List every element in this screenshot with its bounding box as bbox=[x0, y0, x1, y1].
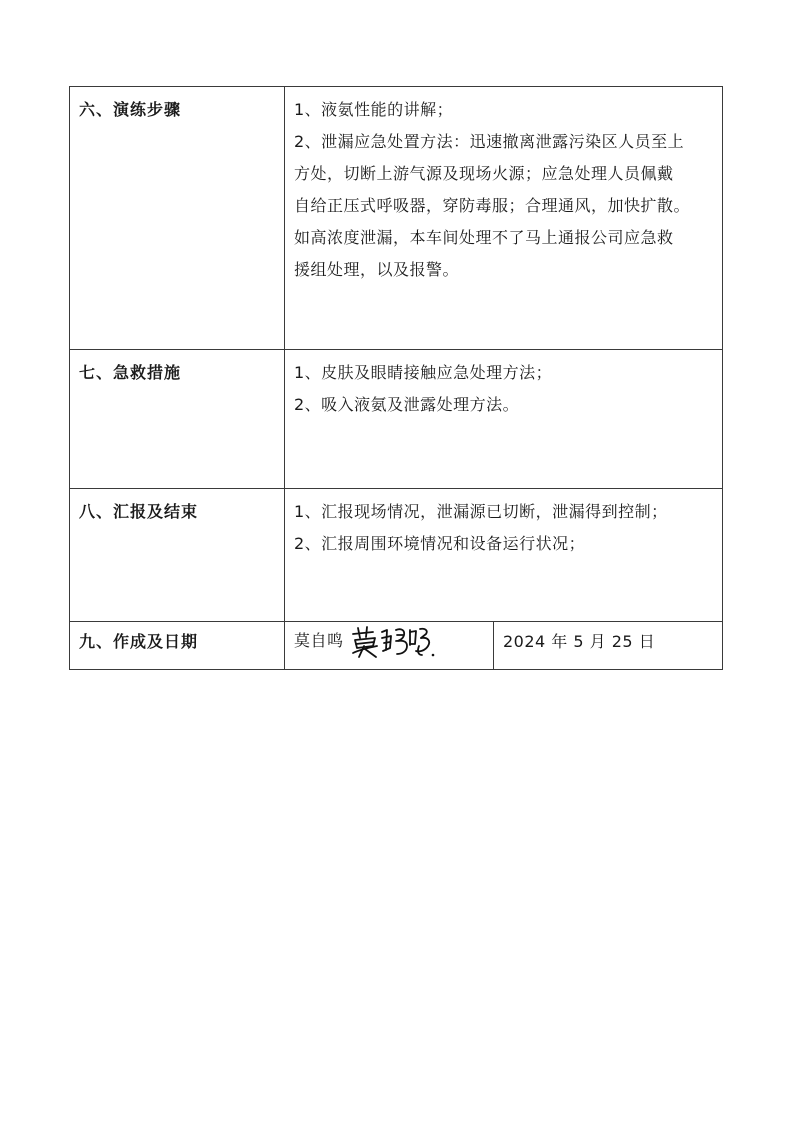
section-heading: 六、演练步骤 bbox=[70, 87, 285, 350]
content-line: 援组处理，以及报警。 bbox=[294, 260, 460, 279]
section-content bbox=[285, 489, 723, 622]
drill-form-table bbox=[69, 86, 723, 670]
section-row-report bbox=[70, 489, 723, 622]
content-line: 1、汇报现场情况，泄漏源已切断，泄漏得到控制； bbox=[294, 502, 668, 521]
section-content bbox=[285, 87, 723, 350]
signoff-heading: 九、作成及日期 bbox=[70, 622, 285, 670]
author-cell bbox=[285, 622, 494, 670]
content-line: 2、吸入液氨及泄露处理方法。 bbox=[294, 395, 520, 414]
content-line: 1、皮肤及眼睛接触应急处理方法； bbox=[294, 363, 553, 382]
content-line: 2、泄漏应急处置方法：迅速撤离泄露污染区人员至上 bbox=[294, 132, 685, 151]
handwritten-signature bbox=[349, 624, 439, 660]
date-cell: 2024 年 5 月 25 日 bbox=[494, 622, 723, 670]
content-line: 自给正压式呼吸器，穿防毒服；合理通风，加快扩散。 bbox=[294, 196, 691, 215]
section-heading: 七、急救措施 bbox=[70, 350, 285, 489]
author-name: 莫自鸣 bbox=[294, 631, 344, 650]
section-heading: 八、汇报及结束 bbox=[70, 489, 285, 622]
content-line: 1、液氨性能的讲解； bbox=[294, 100, 454, 119]
content-line: 如高浓度泄漏，本车间处理不了马上通报公司应急救 bbox=[294, 228, 674, 247]
section-row-first-aid bbox=[70, 350, 723, 489]
content-line: 2、汇报周围环境情况和设备运行状况； bbox=[294, 534, 586, 553]
content-line: 方处，切断上游气源及现场火源；应急处理人员佩戴 bbox=[294, 164, 674, 183]
section-row-drill-steps bbox=[70, 87, 723, 350]
section-content bbox=[285, 350, 723, 489]
signoff-row bbox=[70, 622, 723, 670]
